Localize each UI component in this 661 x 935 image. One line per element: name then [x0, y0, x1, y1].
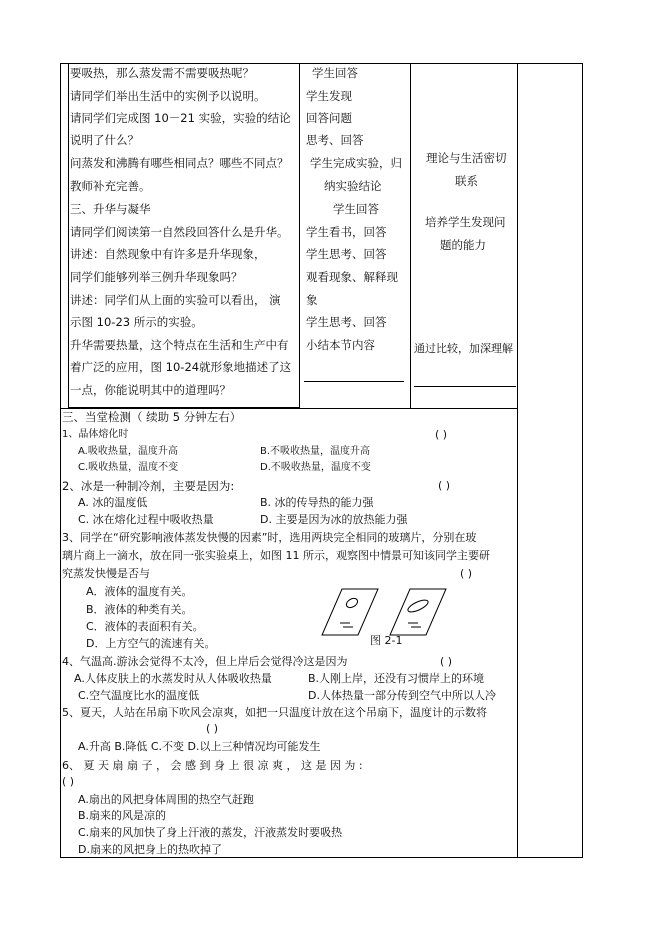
q4-option-b: B.人刚上岸，还没有习惯岸上的环境	[308, 672, 485, 685]
q6-option-b: B.扇来的风是凉的	[78, 809, 167, 822]
q2-option-b: B. 冰的传导热的能力强	[260, 496, 374, 509]
col-divider-1	[299, 63, 300, 408]
col2-line-9: 学生思考、回答	[306, 247, 387, 261]
right-column-divider	[517, 63, 518, 858]
q2-stem: 2、冰是一种制冷剂，主要是因为:	[62, 479, 235, 493]
q2-option-a: A. 冰的温度低	[78, 496, 148, 509]
col2-line-13: 小结本节内容	[306, 338, 375, 352]
col1-line-11: 讲述：同学们从上面的实验可以看出， 演	[70, 293, 281, 307]
col1-line-6: 教师补充完善。	[70, 179, 151, 193]
q6-option-c: C.扇来的风加快了身上汗液的蒸发，汗液蒸发时要吸热	[78, 826, 343, 839]
col3-line-1: 理论与生活密切	[426, 151, 507, 165]
col2-line-3: 回答问题	[306, 111, 352, 125]
col1-line-15: 一点，你能说明其中的道理吗？	[70, 383, 231, 397]
col2-line-10: 观看现象、解释现	[306, 270, 398, 284]
q4-option-a: A.人体皮肤上的水蒸发时从人体吸收热量	[74, 672, 272, 685]
col1-line-4: 说明了什么？	[70, 133, 139, 147]
col1-line-8: 请同学们阅读第一自然段回答什么是升华。	[70, 225, 289, 239]
water-drop-left	[345, 597, 359, 610]
inner-left-line	[68, 63, 69, 408]
q1-stem: 1、晶体熔化时	[62, 429, 129, 440]
q6-stem: 6、 夏 天 扇 扇 子 ， 会 感 到 身 上 很 凉 爽 ， 这 是 因 为 :	[62, 759, 363, 772]
col2-line-2: 学生发现	[306, 89, 352, 103]
col2-line-1: 学生回答	[312, 66, 358, 80]
q2-option-d: D. 主要是因为冰的放热能力强	[260, 513, 408, 526]
q6-option-d: D.扇来的风把身上的热吹掉了	[78, 843, 222, 856]
q1-option-b: B.不吸收热量，温度升高	[260, 446, 371, 457]
q5-options: A.升高 B.降低 C.不变 D.以上三种情况均可能发生	[78, 740, 321, 753]
q2-answer-paren: ( )	[438, 479, 451, 492]
glass-plate-right	[390, 589, 446, 635]
col1-line-14: 着广泛的应用，图 10-24就形象地描述了这	[70, 360, 292, 374]
q3-stem-line-1: 3、同学在“研究影响液体蒸发快慢的因素”时，选用两块完全相同的玻璃片，分别在玻	[62, 531, 477, 544]
q6-option-a: A.扇出的风把身体周围的热空气赶跑	[78, 793, 254, 806]
upper-table-bottom	[60, 408, 517, 409]
col2-underline	[304, 381, 404, 382]
col3-line-3: 培养学生发现问	[425, 215, 506, 229]
col1-line-5: 问蒸发和沸腾有哪些相同点？哪些不同点？	[70, 156, 289, 170]
q3-option-c: C．液体的表面积有关。	[86, 620, 204, 633]
q3-stem-line-2: 璃片商上一滴水，放在同一张实验桌上，如图 11 所示，观察图中情景可知该同学主要研	[62, 549, 490, 562]
q2-option-c: C. 冰在熔化过程中吸收热量	[78, 513, 214, 526]
col1-line-9: 讲述：自然现象中有许多是升华现象，	[70, 247, 266, 261]
col1-line-13: 升华需要热量，这个特点在生活和生产中有	[70, 338, 289, 352]
col1-line-12: 示图 10-23 所示的实验。	[70, 315, 203, 329]
col2-line-5: 学生完成实验，归	[310, 156, 402, 170]
q4-answer-paren: ( )	[440, 655, 453, 668]
q3-answer-paren: ( )	[460, 567, 473, 580]
col2-line-4: 思考、回答	[306, 133, 364, 147]
q1-option-d: D.不吸收热量，温度不变	[260, 462, 371, 473]
col2-line-6: 纳实验结论	[324, 179, 382, 193]
q4-option-d: D.人体热量一部分传到空气中所以人冷	[308, 689, 496, 702]
col2-line-12: 学生思考、回答	[306, 315, 387, 329]
col2-line-11: 象	[306, 293, 318, 307]
inner-bottom-line	[68, 407, 300, 408]
water-drop-right	[406, 598, 429, 615]
q1-option-c: C.吸收热量，温度不变	[78, 462, 179, 473]
q5-answer-paren: ( )	[206, 722, 219, 735]
glass-plate-left	[322, 589, 378, 635]
q3-option-b: B．液体的种类有关。	[86, 603, 193, 616]
q3-option-a: A．液体的温度有关。	[86, 585, 193, 598]
figure-label: 图 2-1	[370, 634, 403, 647]
col-divider-2	[410, 63, 411, 408]
col3-line-2: 联系	[455, 174, 478, 188]
q5-stem: 5、夏天，人站在吊扇下吹风会凉爽，如把一只温度计放在这个吊扇下，温度计的示数将	[62, 706, 487, 719]
col1-line-7: 三、升华与凝华	[70, 202, 151, 216]
q4-option-c: C.空气温度比水的温度低	[78, 689, 200, 702]
q1-option-a: A.吸收热量，温度升高	[78, 446, 178, 457]
col2-line-7: 学生回答	[333, 202, 379, 216]
col3-underline	[414, 386, 516, 387]
col1-line-10: 同学们能够列举三例升华现象吗？	[70, 270, 243, 284]
q1-answer-paren: ( )	[435, 428, 448, 441]
q6-answer-paren: ( )	[62, 775, 75, 788]
col3-line-4: 题的能力	[440, 238, 486, 252]
col1-line-3: 请同学们完成图 10－21 实验，实验的结论	[70, 111, 291, 125]
col2-line-8: 学生看书，回答	[306, 225, 387, 239]
col1-line-2: 请同学们举出生活中的实例予以说明。	[70, 89, 266, 103]
section-title: 三、当堂检测（ 续助 5 分钟左右）	[62, 410, 242, 424]
q3-option-d: D．上方空气的流速有关。	[86, 637, 216, 650]
col3-line-5: 通过比较，加深理解	[414, 342, 513, 355]
q3-stem-line-3: 究蒸发快慢是否与	[62, 567, 150, 580]
col1-line-1: 要吸热，那么蒸发需不需要吸热呢？	[70, 66, 254, 80]
q4-stem: 4、气温高.游泳会觉得不太冷，但上岸后会觉得冷这是因为	[62, 655, 348, 668]
